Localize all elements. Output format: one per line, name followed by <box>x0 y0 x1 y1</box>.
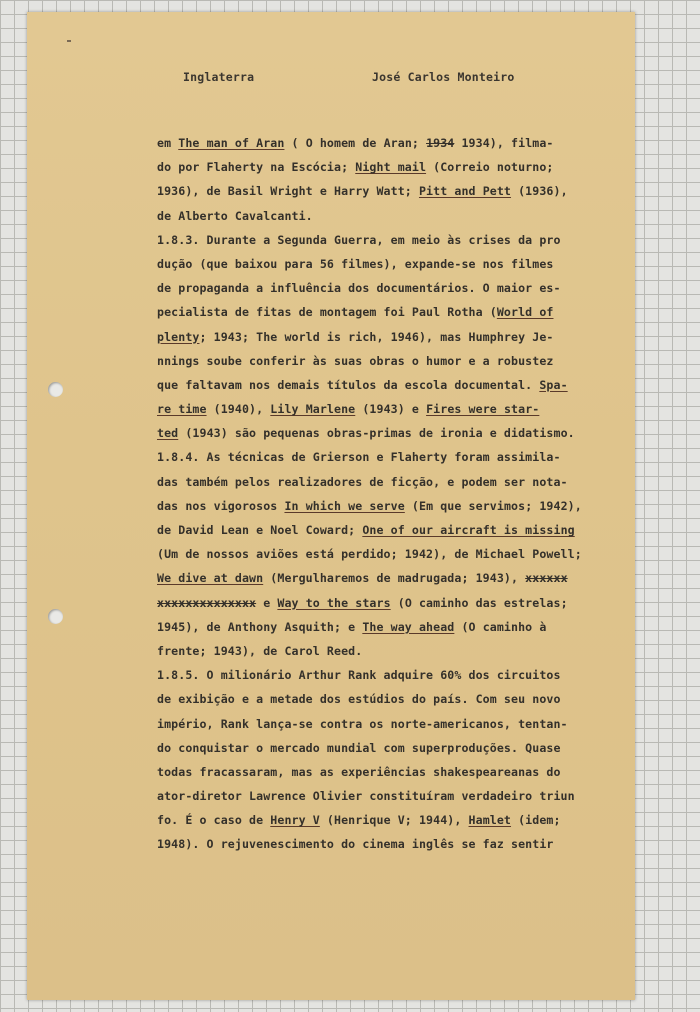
text-segment: de propaganda a influência dos documentários. O maior es- <box>157 281 561 296</box>
text-segment: ; 1943; The world is rich, 1946), mas Humphrey Je- <box>199 329 554 344</box>
underlined-title: World of <box>496 305 554 320</box>
text-segment: (Mergulharemos de madrugada; 1943), <box>263 571 526 586</box>
text-segment: 1948). O rejuvenescimento do cinema inglês se faz sentir <box>157 837 554 852</box>
text-line <box>157 808 619 832</box>
text-line <box>157 228 619 252</box>
header-country: Inglaterra <box>183 70 255 84</box>
underlined-title: Henry V <box>270 813 320 828</box>
text-segment: 1.8.3. Durante a Segunda Guerra, em meio às crises da pro <box>157 232 561 247</box>
struck-text: 1934 <box>426 136 455 150</box>
underlined-title: Pitt and Pett <box>418 184 512 199</box>
text-segment: (1936), <box>511 184 568 199</box>
text-segment: e <box>256 595 278 610</box>
text-segment: (1940), <box>206 402 271 417</box>
text-segment: que faltavam nos demais títulos da escola documental. <box>157 377 540 392</box>
text-segment: do por Flaherty na Escócia; <box>157 160 356 175</box>
text-segment: 1934), filma- <box>454 136 554 150</box>
text-segment: das nos vigorosos <box>157 498 285 513</box>
text-line <box>157 760 619 784</box>
text-line <box>157 325 619 349</box>
text-line <box>157 736 619 760</box>
text-line <box>157 373 619 397</box>
text-segment: (Henrique V; 1944), <box>319 813 469 828</box>
underlined-title: ted <box>157 426 179 441</box>
text-line <box>157 349 619 373</box>
underlined-title: Night mail <box>355 160 427 175</box>
struck-text: xxxxxx <box>525 571 568 586</box>
text-line <box>157 276 619 300</box>
text-line <box>157 832 619 856</box>
text-segment: nnings soube conferir às suas obras o humor e a robustez <box>157 353 554 368</box>
text-segment: (idem; <box>511 813 561 828</box>
text-line <box>157 566 619 590</box>
text-segment: das também pelos realizadores de ficção, e podem ser nota- <box>157 474 568 489</box>
text-line <box>157 470 619 494</box>
text-segment: 1.8.5. O milionário Arthur Rank adquire 60% dos circuitos <box>157 668 561 683</box>
text-line <box>157 518 619 542</box>
text-line <box>157 421 619 445</box>
text-segment: 1.8.4. As técnicas de Grierson e Flaherty foram assimila- <box>157 450 561 465</box>
text-segment: (O caminho das estrelas; <box>390 595 568 610</box>
text-segment: 1945), de Anthony Asquith; e <box>157 619 363 634</box>
text-segment: de exibição e a metade dos estúdios do país. Com seu novo <box>157 692 561 707</box>
text-line <box>157 155 619 179</box>
text-segment: império, Rank lança-se contra os norte-americanos, tentan- <box>157 716 568 731</box>
text-line <box>157 494 619 518</box>
underlined-title: In which we serve <box>284 498 405 513</box>
text-line <box>157 397 619 421</box>
text-line <box>157 445 619 469</box>
text-segment: todas fracassaram, mas as experiências shakespeareanas do <box>157 764 561 779</box>
text-line <box>157 204 619 228</box>
text-segment: de Alberto Cavalcanti. <box>157 208 313 223</box>
text-line <box>157 179 619 203</box>
text-segment: de David Lean e Noel Coward; <box>157 523 363 537</box>
text-line <box>157 131 619 155</box>
text-line <box>157 784 619 808</box>
underlined-title: One of our aircraft is missing <box>362 523 575 537</box>
text-segment: em <box>157 136 179 150</box>
text-line <box>157 663 619 687</box>
body-text <box>157 131 619 857</box>
underlined-title: Spa- <box>539 377 568 392</box>
text-line <box>157 300 619 324</box>
text-line <box>157 542 619 566</box>
text-segment: pecialista de fitas de montagem foi Paul Rotha ( <box>157 305 497 320</box>
text-line <box>157 687 619 711</box>
underlined-title: Lily Marlene <box>270 402 356 417</box>
text-line <box>157 639 619 663</box>
punch-hole-upper <box>48 382 63 397</box>
punch-hole-lower <box>48 609 63 624</box>
text-segment: do conquistar o mercado mundial com superproduções. Quase <box>157 740 561 755</box>
text-segment: (O caminho à <box>454 619 547 634</box>
text-segment: (1943) e <box>355 402 427 417</box>
underlined-title: re time <box>157 402 207 417</box>
text-segment: ( O homem de Aran; <box>284 136 427 150</box>
text-segment: (Um de nossos aviões está perdido; 1942), de Michael Powell; <box>157 547 582 562</box>
text-line <box>157 252 619 276</box>
text-segment: 1936), de Basil Wright e Harry Watt; <box>157 184 419 199</box>
underlined-title: The way ahead <box>362 619 455 634</box>
ink-mark <box>67 40 71 42</box>
underlined-title: The man of Aran <box>178 136 285 150</box>
header-author: José Carlos Monteiro <box>372 70 515 84</box>
text-segment: (1943) são pequenas obras-primas de ironia e didatismo. <box>178 426 575 441</box>
text-segment: frente; 1943), de Carol Reed. <box>157 643 363 658</box>
text-line <box>157 615 619 639</box>
text-segment: fo. É o caso de <box>157 813 271 828</box>
underlined-title: Hamlet <box>468 813 512 828</box>
text-line <box>157 712 619 736</box>
underlined-title: We dive at dawn <box>157 571 264 586</box>
underlined-title: plenty <box>157 329 200 344</box>
text-segment: dução (que baixou para 56 filmes), expande-se nos filmes <box>157 256 554 271</box>
underlined-title: Fires were star- <box>426 402 540 417</box>
struck-text: xxxxxxxxxxxxxx <box>157 595 257 610</box>
text-line <box>157 591 619 615</box>
text-segment: (Correio noturno; <box>426 160 554 175</box>
text-segment: (Em que servimos; 1942), <box>404 498 582 513</box>
text-segment: ator-diretor Lawrence Olivier constituíram verdadeiro triun <box>157 789 575 804</box>
underlined-title: Way to the stars <box>277 595 391 610</box>
